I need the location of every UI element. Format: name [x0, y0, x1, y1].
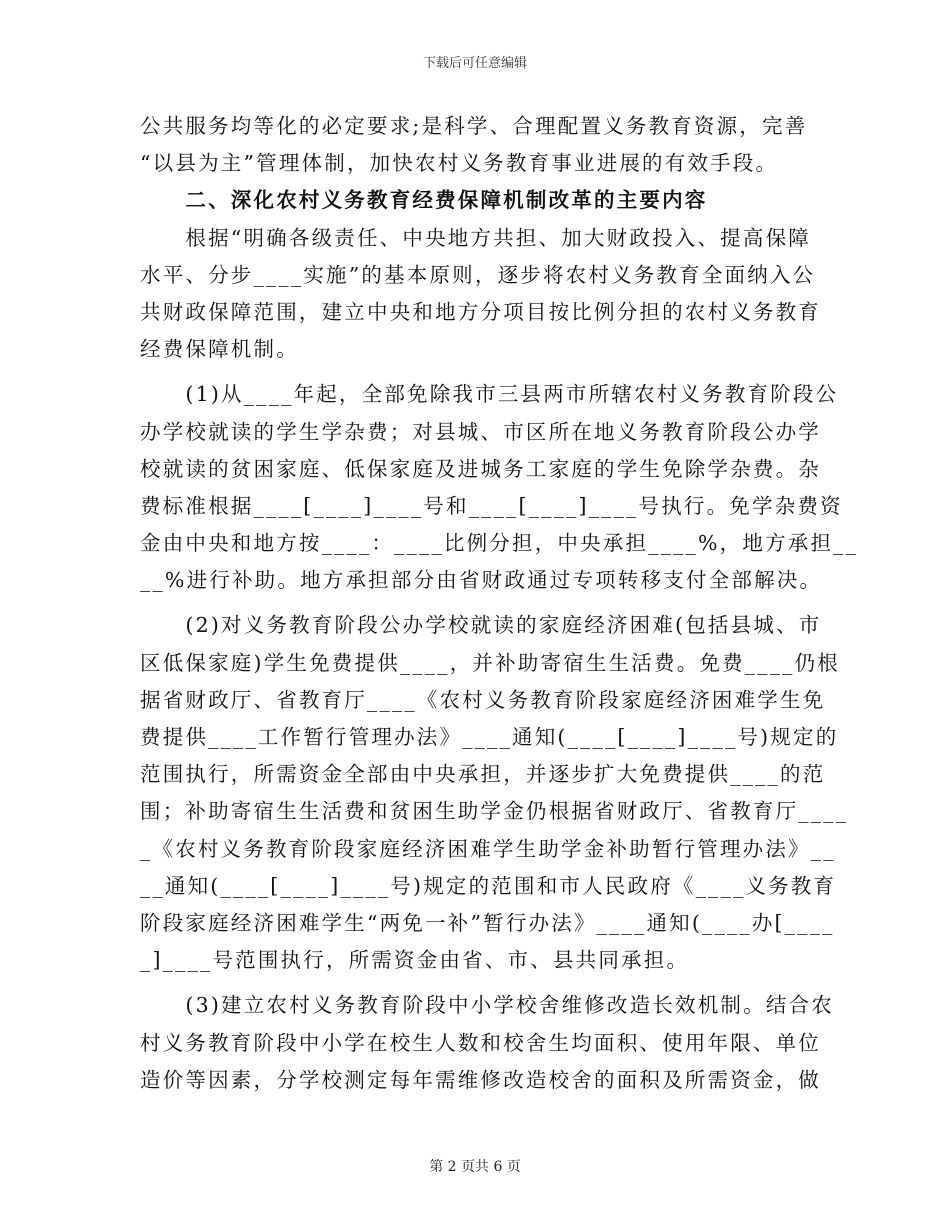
text-line: 围；补助寄宿生生活费和贫困生助学金仍根据省财政厅、省教育厅____	[140, 799, 849, 824]
paragraph-gap	[140, 599, 812, 607]
section-heading: 二、深化农村义务教育经费保障机制改革的主要内容	[185, 188, 708, 213]
text-line: 水平、分步____实施”的基本原则，逐步将农村义务教育全面纳入公	[140, 262, 816, 287]
text-line: 据省财政厅、省教育厅____《农村义务教育阶段家庭经济困难学生免	[140, 687, 826, 712]
text-line: 公共服务均等化的必定要求;是科学、合理配置义务教育资源，完善	[140, 114, 808, 138]
text-line: “以县为主”管理体制，加快农村义务教育事业进展的有效手段。	[140, 151, 779, 176]
text-line: 区低保家庭)学生免费提供____，并补助寄宿生生活费。免费____仍根	[140, 650, 840, 675]
text-line: 范围执行，所需资金全部由中央承担，并逐步扩大免费提供____的范	[140, 762, 826, 787]
text-line: 办学校就读的学生学杂费；对县城、市区所在地义务教育阶段公办学	[140, 419, 821, 444]
page-number: 第 2 页共 6 页	[429, 1159, 521, 1175]
text-line: 根据“明确各级责任、中央地方共担、加大财政投入、提高保障	[185, 225, 811, 250]
text-line: __通知(____[____]____号)规定的范围和市人民政府《____义务教育	[140, 873, 837, 898]
text-line: (3)建立农村义务教育阶段中小学校舍维修改造长效机制。结合农	[185, 993, 834, 1018]
text-line: 经费保障机制。	[140, 337, 299, 362]
paragraph-gap	[140, 979, 812, 987]
text-line: 造价等因素，分学校测定每年需维修改造校舍的面积及所需资金，做	[140, 1067, 821, 1092]
text-line: 共财政保障范围，建立中央和地方分项目按比例分担的农村义务教育	[140, 299, 821, 324]
text-line: 费标准根据____[____]____号和____[____]____号执行。免学杂费资	[140, 493, 843, 518]
text-line: 阶段家庭经济困难学生“两免一补”暂行办法》____通知(____办[____	[140, 910, 835, 935]
text-line: _]____号范围执行，所需资金由省、市、县共同承担。	[140, 948, 690, 973]
page-header: 下载后可任意编辑	[422, 56, 527, 71]
text-line: (2)对义务教育阶段公办学校就读的家庭经济困难(包括县城、市	[185, 613, 822, 638]
text-line: 校就读的贫困家庭、低保家庭及进城务工家庭的学生免除学杂费。杂	[140, 456, 821, 481]
text-line: 金由中央和地方按____：____比例分担，中央承担____%，地方承担__	[140, 531, 859, 556]
text-line: 村义务教育阶段中小学在校生人数和校舍生均面积、使用年限、单位	[140, 1030, 821, 1055]
text-line: 费提供____工作暂行管理办法》____通知(____[____]____号)规定的	[140, 725, 839, 749]
text-line: (1)从____年起，全部免除我市三县两市所辖农村义务教育阶段公	[185, 382, 839, 407]
document-body	[140, 108, 859, 1099]
text-line: __%进行补助。地方承担部分由省财政通过专项转移支付全部解决。	[140, 568, 823, 593]
paragraph-gap	[140, 368, 812, 376]
text-line: _《农村义务教育阶段家庭经济困难学生助学金补助暂行管理办法》__	[140, 836, 836, 861]
